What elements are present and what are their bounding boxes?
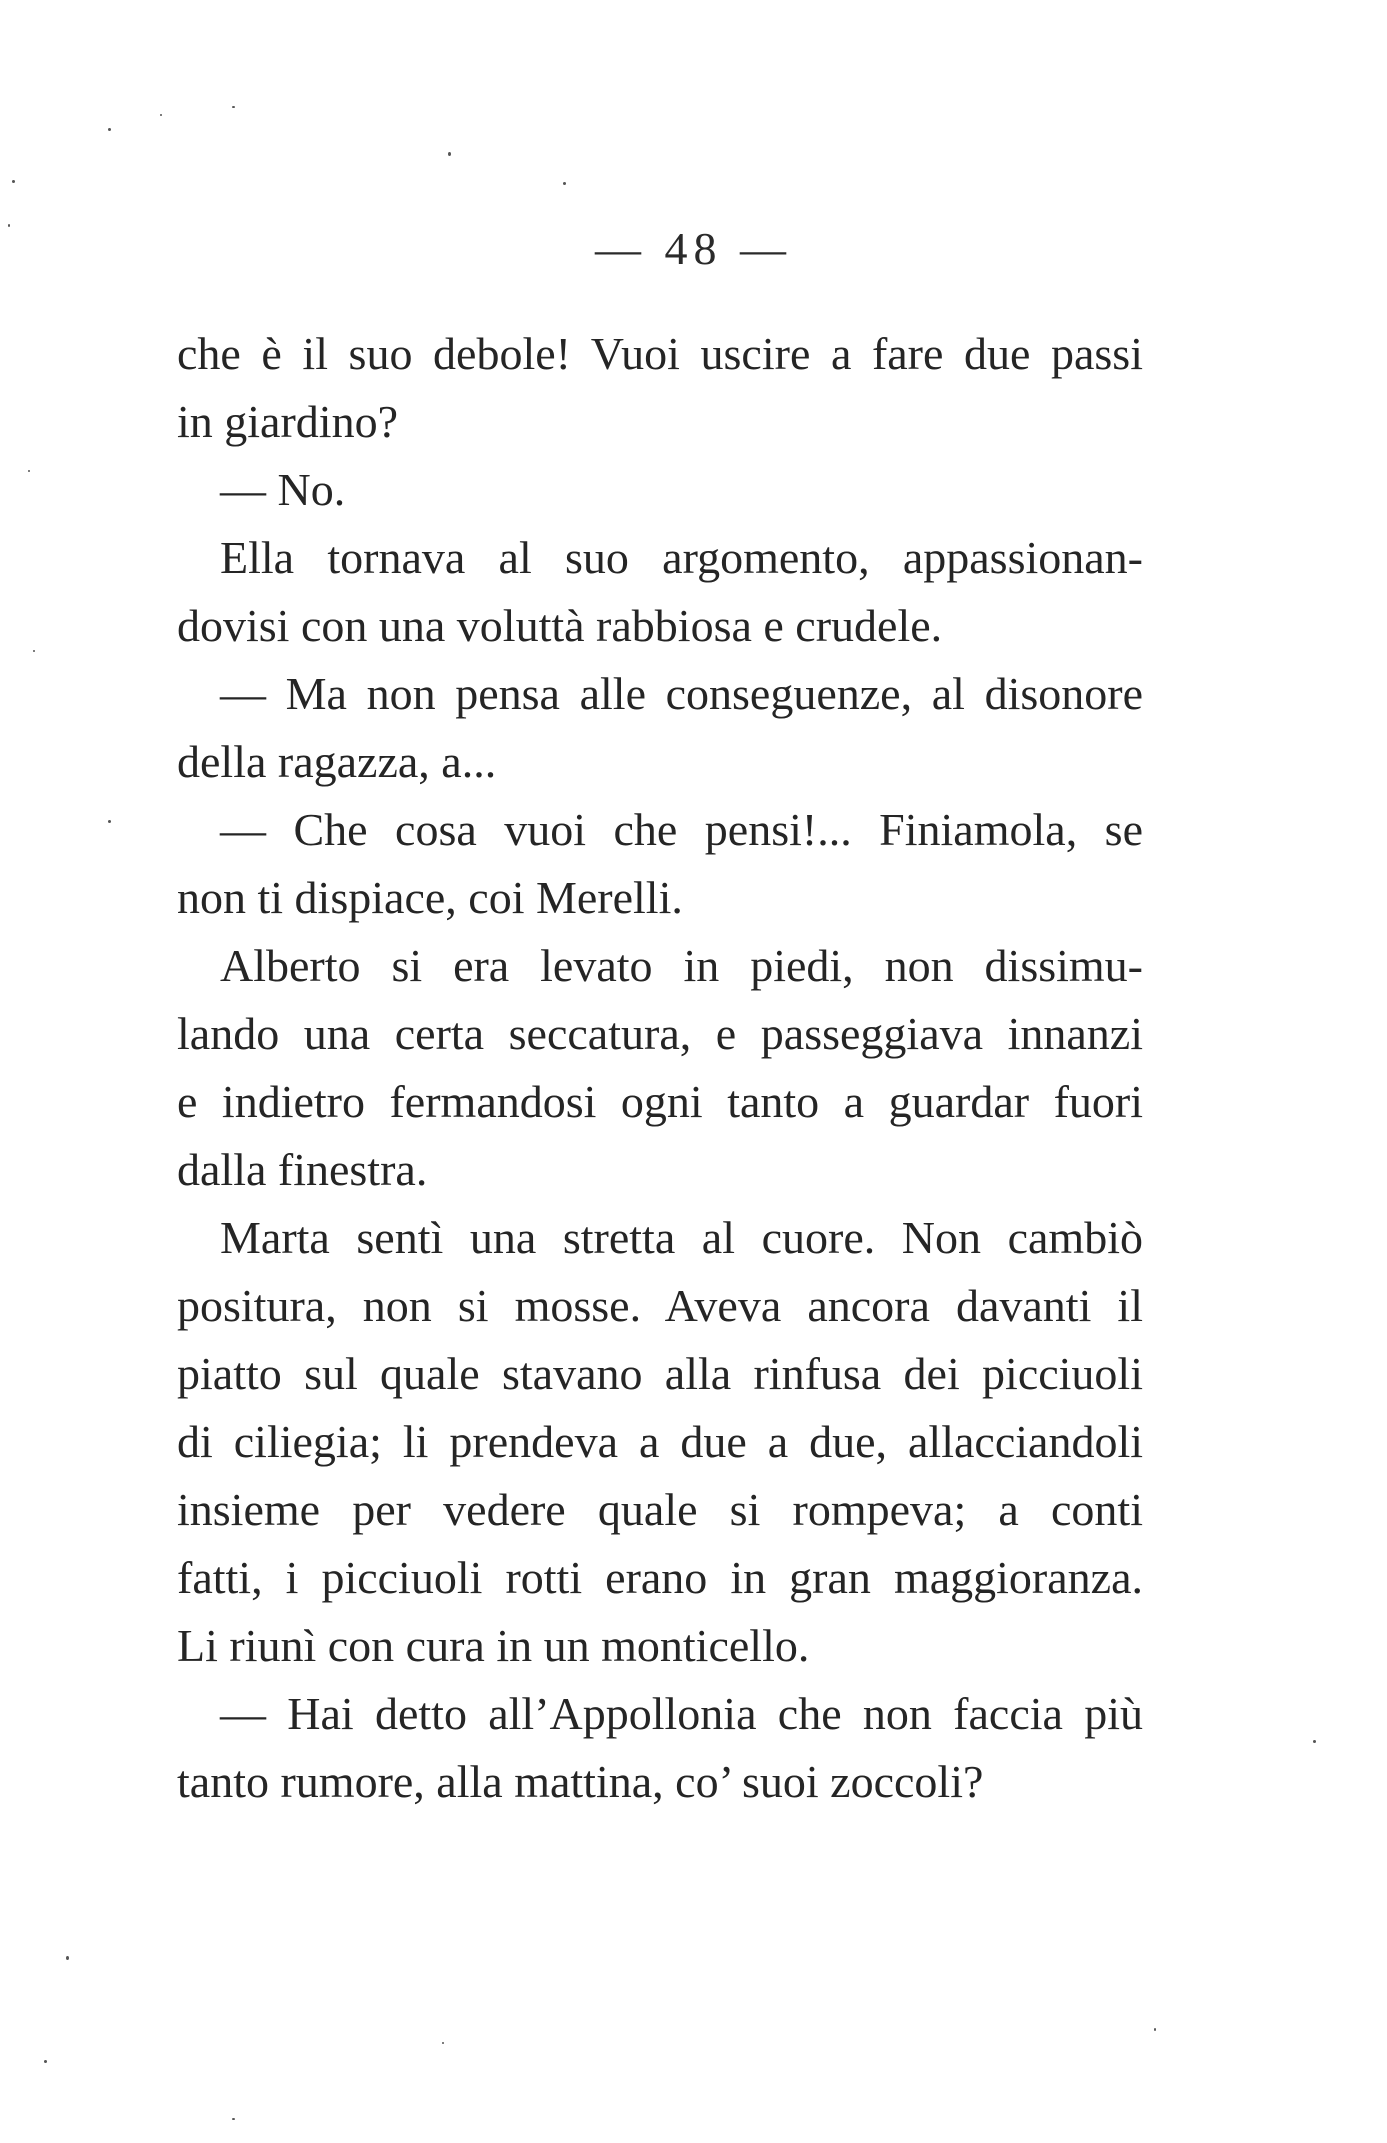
text-line: dalla finestra. [177, 1144, 428, 1195]
text-line: Alberto si era levato in piedi, non dissimu- [220, 940, 1143, 991]
text-line: — Ma non pensa alle conseguenze, al disonore [220, 668, 1143, 719]
text-line: Ella tornava al suo argomento, appassionan- [220, 532, 1143, 583]
page-number: — 48 — [595, 223, 792, 274]
text-line: di ciliegia; li prendeva a due a due, allacciandoli [177, 1416, 1143, 1467]
scan-speck [563, 182, 566, 185]
text-line: — Hai detto all’Appollonia che non faccia più [220, 1688, 1143, 1739]
text-line: — No. [220, 464, 346, 515]
text-line: Li riunì con cura in un monticello. [177, 1620, 810, 1671]
text-line: Marta sentì una stretta al cuore. Non cambiò [220, 1212, 1143, 1263]
scan-speck [44, 2060, 47, 2063]
scan-speck [232, 2118, 235, 2120]
text-line: fatti, i picciuoli rotti erano in gran maggioranza. [177, 1552, 1143, 1603]
text-line: lando una certa seccatura, e passeggiava innanzi [177, 1008, 1143, 1059]
text-line: non ti dispiace, coi Merelli. [177, 872, 683, 923]
scan-speck [1154, 2028, 1156, 2031]
text-line: piatto sul quale stavano alla rinfusa dei picciuoli [177, 1348, 1143, 1399]
text-line: insieme per vedere quale si rompeva; a conti [177, 1484, 1143, 1535]
text-line: della ragazza, a... [177, 736, 497, 787]
text-line: positura, non si mosse. Aveva ancora davanti il [177, 1280, 1143, 1331]
text-line: — Che cosa vuoi che pensi!... Finiamola, se [220, 804, 1143, 855]
scan-speck [1313, 1740, 1316, 1743]
scan-speck [28, 470, 30, 472]
body-text [177, 320, 1143, 1816]
scan-speck [442, 2042, 444, 2044]
scan-speck [232, 106, 235, 108]
scan-speck [12, 180, 15, 183]
scan-speck [108, 820, 111, 823]
scan-speck [33, 650, 35, 652]
scan-speck [108, 128, 111, 131]
text-line: dovisi con una voluttà rabbiosa e crudele. [177, 600, 943, 651]
text-line: tanto rumore, alla mattina, co’ suoi zoccoli? [177, 1756, 984, 1807]
text-line: e indietro fermandosi ogni tanto a guardar fuori [177, 1076, 1143, 1127]
text-line: in giardino? [177, 396, 398, 447]
scan-speck [160, 114, 162, 116]
scan-speck [448, 152, 451, 156]
scan-speck [66, 1956, 69, 1960]
text-line: che è il suo debole! Vuoi uscire a fare due passi [177, 328, 1143, 379]
